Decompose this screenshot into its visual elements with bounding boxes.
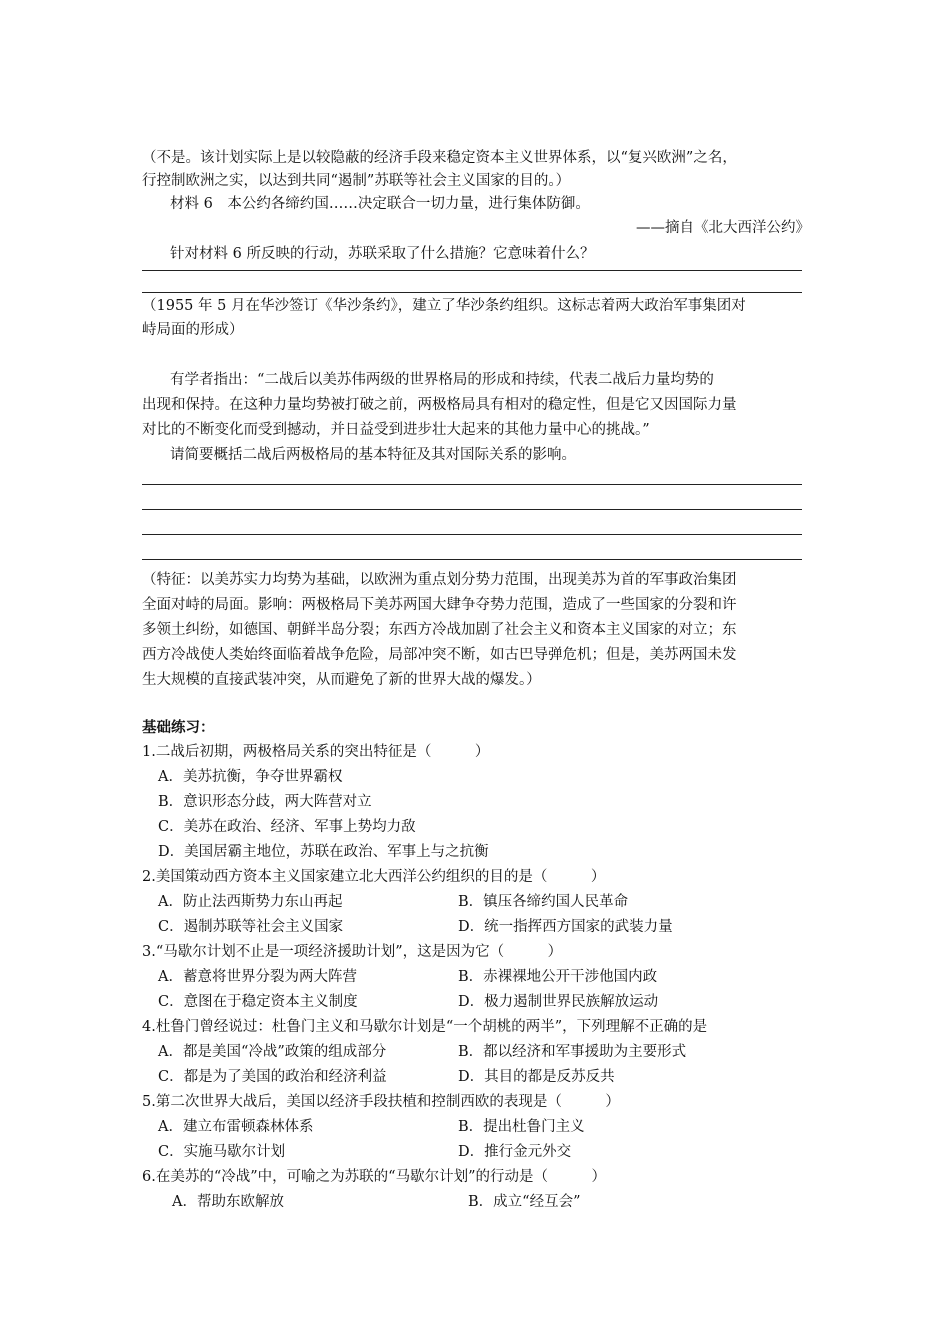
q4-option-d: D．其目的都是反苏反共 xyxy=(458,1069,615,1085)
q1-option-c: C．美苏在政治、经济、军事上势均力敌 xyxy=(158,819,416,835)
material6-question: 针对材料 6 所反映的行动，苏联采取了什么措施？它意味着什么？ xyxy=(170,246,595,262)
answer7-line4: 西方冷战使人类始终面临着战争危险，局部冲突不断，如古巴导弹危机；但是，美苏两国未发 xyxy=(142,647,737,663)
q2-option-d: D．统一指挥西方国家的武装力量 xyxy=(458,919,673,935)
q6-option-a: A．帮助东欧解放 xyxy=(172,1194,284,1210)
answer6-line1: （1955 年 5 月在华沙签订《华沙条约》，建立了华沙条约组织。这标志着两大政治军事集团对 xyxy=(142,298,746,314)
q2-option-c: C．遏制苏联等社会主义国家 xyxy=(158,919,344,935)
q5-option-a: A．建立布雷顿森林体系 xyxy=(158,1119,314,1135)
answer-blank-line xyxy=(142,484,802,485)
answer-blank-line xyxy=(142,509,802,510)
q1-option-a: A．美苏抗衡，争夺世界霸权 xyxy=(158,769,343,785)
answer5-line2: 行控制欧洲之实，以达到共同“遏制”苏联等社会主义国家的目的。） xyxy=(142,173,571,189)
material6-source: ——摘自《北大西洋公约》 xyxy=(636,220,810,236)
q6-stem: 6.在美苏的“冷战”中，可喻之为苏联的“马歇尔计划”的行动是（ ） xyxy=(142,1169,606,1185)
answer-blank-line xyxy=(142,559,802,560)
q2-option-a: A．防止法西斯势力东山再起 xyxy=(158,894,343,910)
q4-option-c: C．都是为了美国的政治和经济利益 xyxy=(158,1069,387,1085)
q5-option-c: C．实施马歇尔计划 xyxy=(158,1144,286,1160)
q1-stem: 1.二战后初期，两极格局关系的突出特征是（ ） xyxy=(142,744,490,760)
practice-heading: 基础练习： xyxy=(142,719,215,736)
q2-option-b: B．镇压各缔约国人民革命 xyxy=(458,894,629,910)
q3-option-d: D．极力遏制世界民族解放运动 xyxy=(458,994,659,1010)
q5-option-b: B．提出杜鲁门主义 xyxy=(458,1119,585,1135)
answer-blank-line xyxy=(142,292,802,293)
answer7-line2: 全面对峙的局面。影响：两极格局下美苏两国大肆争夺势力范围，造成了一些国家的分裂和许 xyxy=(142,597,737,613)
q4-stem: 4.杜鲁门曾经说过：杜鲁门主义和马歇尔计划是“一个胡桃的两半”，下列理解不正确的是 xyxy=(142,1019,708,1035)
q3-option-b: B．赤裸裸地公开干涉他国内政 xyxy=(458,969,658,985)
scholar-question: 请简要概括二战后两极格局的基本特征及其对国际关系的影响。 xyxy=(170,447,576,463)
q3-stem: 3.“马歇尔计划不止是一项经济援助计划”，这是因为它（ ） xyxy=(142,944,563,960)
answer-blank-line xyxy=(142,270,802,271)
scholar-line1: 有学者指出：“二战后以美苏伟两级的世界格局的形成和持续，代表二战后力量均势的 xyxy=(170,372,714,388)
answer5-line1: （不是。该计划实际上是以较隐蔽的经济手段来稳定资本主义世界体系，以“复兴欧洲”之名， xyxy=(142,150,737,166)
answer6-line2: 峙局面的形成） xyxy=(142,322,244,338)
answer7-line5: 生大规模的直接武装冲突，从而避免了新的世界大战的爆发。） xyxy=(142,672,541,688)
scholar-line3: 对比的不断变化而受到撼动，并日益受到进步壮大起来的其他力量中心的挑战。” xyxy=(142,422,650,438)
q1-option-d: D．美国居霸主地位，苏联在政治、军事上与之抗衡 xyxy=(158,844,489,860)
answer7-line3: 多领土纠纷，如德国、朝鲜半岛分裂；东西方冷战加剧了社会主义和资本主义国家的对立；东 xyxy=(142,622,737,638)
answer7-line1: （特征：以美苏实力均势为基础，以欧洲为重点划分势力范围，出现美苏为首的军事政治集团 xyxy=(142,572,737,588)
q2-stem: 2.美国策动西方资本主义国家建立北大西洋公约组织的目的是（ ） xyxy=(142,869,606,885)
answer-blank-line xyxy=(142,534,802,535)
q4-option-a: A．都是美国“冷战”政策的组成部分 xyxy=(158,1044,387,1060)
q5-option-d: D．推行金元外交 xyxy=(458,1144,572,1160)
q6-option-b: B．成立“经互会” xyxy=(468,1194,581,1210)
q5-stem: 5.第二次世界大战后，美国以经济手段扶植和控制西欧的表现是（ ） xyxy=(142,1094,620,1110)
q4-option-b: B．都以经济和军事援助为主要形式 xyxy=(458,1044,687,1060)
material6-text: 材料 6 本公约各缔约国……决定联合一切力量，进行集体防御。 xyxy=(170,196,590,212)
q1-option-b: B．意识形态分歧，两大阵营对立 xyxy=(158,794,372,810)
q3-option-a: A．蓄意将世界分裂为两大阵营 xyxy=(158,969,357,985)
scholar-line2: 出现和保持。在这种力量均势被打破之前，两极格局具有相对的稳定性，但是它又因国际力量 xyxy=(142,397,737,413)
q3-option-c: C．意图在于稳定资本主义制度 xyxy=(158,994,358,1010)
